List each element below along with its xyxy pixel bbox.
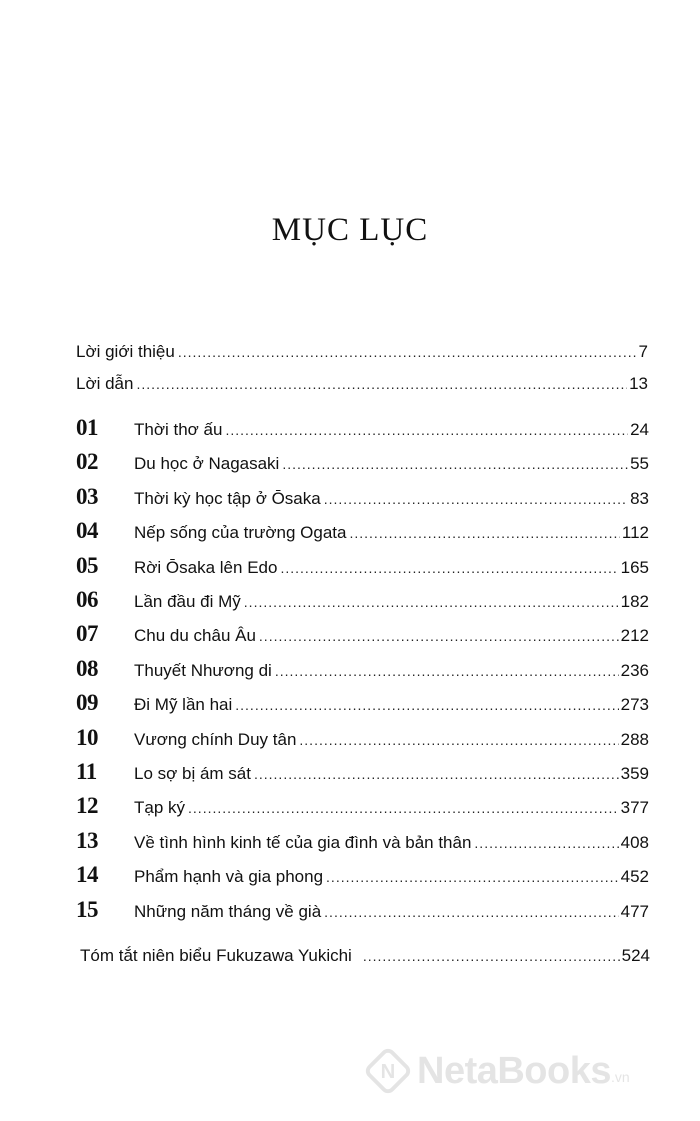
toc-entry-label: Đi Mỹ lần hai: [134, 695, 233, 714]
toc-page-number: 212: [620, 626, 649, 645]
toc-entry-label: Lời dẫn: [76, 374, 134, 393]
dot-leader: [324, 488, 628, 510]
chapter-number: 14: [76, 862, 98, 887]
dot-leader: [282, 453, 628, 475]
toc-page-number: 377: [620, 798, 649, 817]
chapter-number: 03: [76, 484, 98, 509]
toc-page-number: 273: [620, 695, 649, 714]
toc-entry-chronology[interactable]: [80, 945, 650, 967]
dot-leader: [326, 866, 619, 888]
toc-entry-chapter-05[interactable]: [134, 557, 649, 579]
toc-entry-chapter-02[interactable]: [134, 453, 649, 475]
watermark-suffix: .vn: [611, 1069, 630, 1085]
toc-entry-chapter-10[interactable]: [134, 729, 649, 751]
page-title: MỤC LỤC: [271, 212, 429, 248]
toc-entry-label: Lời giới thiệu: [76, 342, 175, 361]
netabooks-logo-icon: N: [363, 1046, 414, 1097]
toc-page-number: 7: [638, 342, 648, 361]
chapter-number: 15: [76, 897, 98, 922]
toc-entry-chapter-13[interactable]: [134, 832, 649, 854]
toc-entry-label: Chu du châu Âu: [134, 626, 256, 645]
toc-page-number: 83: [630, 489, 649, 508]
toc-entry-chapter-01[interactable]: [134, 419, 649, 441]
toc-entry-label: Lo sợ bị ám sát: [134, 764, 251, 783]
dot-leader: [299, 729, 618, 751]
toc-entry-chapter-12[interactable]: [134, 797, 649, 819]
watermark-text: NetaBooks: [417, 1049, 611, 1092]
chapter-number: 12: [76, 793, 98, 818]
toc-page-number: 477: [620, 902, 649, 921]
toc-entry-label: Phẩm hạnh và gia phong: [134, 867, 324, 886]
toc-entry-intro[interactable]: [76, 341, 648, 363]
dot-leader: [349, 522, 619, 544]
dot-leader: [363, 945, 620, 967]
toc-page-number: 408: [620, 833, 649, 852]
toc-entry-label: Những năm tháng về già: [134, 902, 322, 921]
toc-page-number: 165: [620, 558, 649, 577]
toc-entry-label: Về tình hình kinh tế của gia đình và bản thân: [134, 833, 472, 852]
toc-entry-chapter-07[interactable]: [134, 625, 649, 647]
chapter-number: 04: [76, 518, 98, 543]
dot-leader: [136, 373, 627, 395]
chapter-number: 11: [76, 759, 97, 784]
dot-leader: [280, 557, 618, 579]
toc-page-number: 112: [621, 523, 649, 542]
chapter-number: 02: [76, 449, 98, 474]
toc-entry-label: Tóm tắt niên biểu Fukuzawa Yukichi: [80, 946, 352, 965]
toc-entry-label: Lần đầu đi Mỹ: [134, 592, 241, 611]
chapter-number: 09: [76, 690, 98, 715]
dot-leader: [225, 419, 628, 441]
toc-entry-label: Rời Ōsaka lên Edo: [134, 558, 278, 577]
toc-page-number: 236: [620, 661, 649, 680]
toc-entry-chapter-06[interactable]: [134, 591, 649, 613]
toc-entry-chapter-11[interactable]: [134, 763, 649, 785]
toc-entry-label: Thời thơ ấu: [134, 420, 223, 439]
netabooks-watermark: [365, 1048, 630, 1094]
chapter-number: 10: [76, 725, 98, 750]
toc-page-number: 359: [620, 764, 649, 783]
toc-page-number: 288: [620, 730, 649, 749]
toc-entry-chapter-09[interactable]: [134, 694, 649, 716]
toc-entry-chapter-04[interactable]: [134, 522, 649, 544]
dot-leader: [275, 660, 619, 682]
toc-entry-chapter-14[interactable]: [134, 866, 649, 888]
dot-leader: [188, 797, 619, 819]
dot-leader: [254, 763, 619, 785]
toc-entry-preface[interactable]: [76, 373, 648, 395]
chapter-number: 06: [76, 587, 98, 612]
toc-entry-label: Thời kỳ học tập ở Ōsaka: [134, 489, 321, 508]
chapter-number: 08: [76, 656, 98, 681]
toc-page-number: 13: [629, 374, 648, 393]
toc-entry-label: Thuyết Nhương di: [134, 661, 272, 680]
toc-page-number: 24: [630, 420, 649, 439]
toc-entry-label: Vương chính Duy tân: [134, 730, 297, 749]
toc-page-number: 182: [620, 592, 649, 611]
toc-page-number: 55: [630, 454, 649, 473]
toc-page-number: 524: [621, 946, 650, 965]
toc-entry-label: Nếp sống của trường Ogata: [134, 523, 347, 542]
dot-leader: [244, 591, 619, 613]
dot-leader: [178, 341, 637, 363]
toc-entry-chapter-08[interactable]: [134, 660, 649, 682]
chapter-number: 07: [76, 621, 98, 646]
toc-entry-label: Du học ở Nagasaki: [134, 454, 280, 473]
chapter-number: 13: [76, 828, 98, 853]
dot-leader: [474, 832, 618, 854]
toc-entry-chapter-15[interactable]: [134, 901, 649, 923]
toc-entry-label: Tạp ký: [134, 798, 186, 817]
dot-leader: [235, 694, 618, 716]
chapter-number: 01: [76, 415, 98, 440]
toc-page-number: 452: [620, 867, 649, 886]
toc-entry-chapter-03[interactable]: [134, 488, 649, 510]
chapter-number: 05: [76, 553, 98, 578]
dot-leader: [324, 901, 618, 923]
dot-leader: [259, 625, 619, 647]
